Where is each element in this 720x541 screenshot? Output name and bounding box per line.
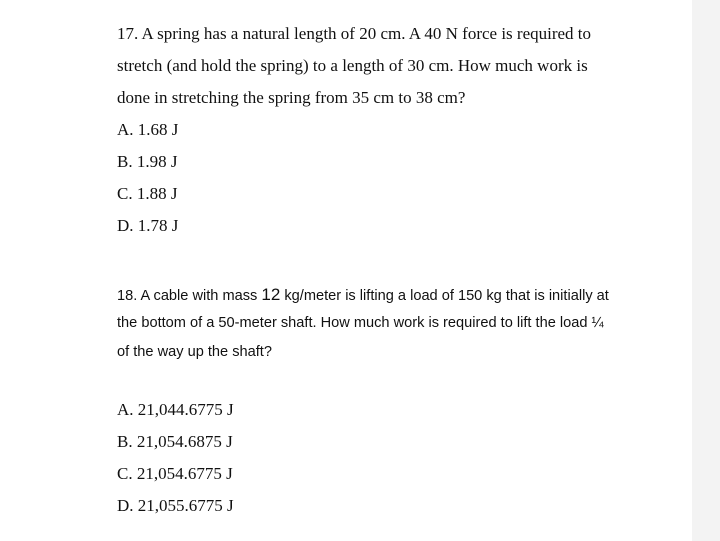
question-18-stem-line: of the way up the shaft? <box>117 344 272 360</box>
question-18-mass-value: 12 <box>261 285 281 304</box>
question-17-option-c: C. 1.88 J <box>117 184 178 203</box>
question-17-stem-line: stretch (and hold the spring) to a length of 30 cm. How much work is <box>117 56 588 75</box>
question-18-option-b: B. 21,054.6875 J <box>117 432 233 451</box>
question-17 <box>117 18 677 242</box>
question-18-option-a: A. 21,044.6775 J <box>117 400 234 419</box>
question-17-option-b: B. 1.98 J <box>117 152 178 171</box>
question-17-option-a: A. 1.68 J <box>117 120 179 139</box>
question-17-stem-line: done in stretching the spring from 35 cm to 38 cm? <box>117 88 466 107</box>
question-18-stem-suffix: kg/meter is lifting a load of 150 kg that is initially at <box>280 288 609 304</box>
question-17-stem-line: 17. A spring has a natural length of 20 cm. A 40 N force is required to <box>117 24 592 43</box>
question-18-stem-line <box>117 280 697 309</box>
question-18-stem-prefix: 18. A cable with mass <box>117 288 262 304</box>
question-17-option-d: D. 1.78 J <box>117 216 179 235</box>
question-18-options <box>117 394 234 522</box>
question-18-option-d: D. 21,055.6775 J <box>117 496 234 515</box>
question-18 <box>117 280 697 367</box>
side-margin-strip <box>692 0 720 541</box>
question-18-stem-line: the bottom of a 50-meter shaft. How much work is required to lift the load ¼ <box>117 315 604 331</box>
question-18-option-c: C. 21,054.6775 J <box>117 464 233 483</box>
